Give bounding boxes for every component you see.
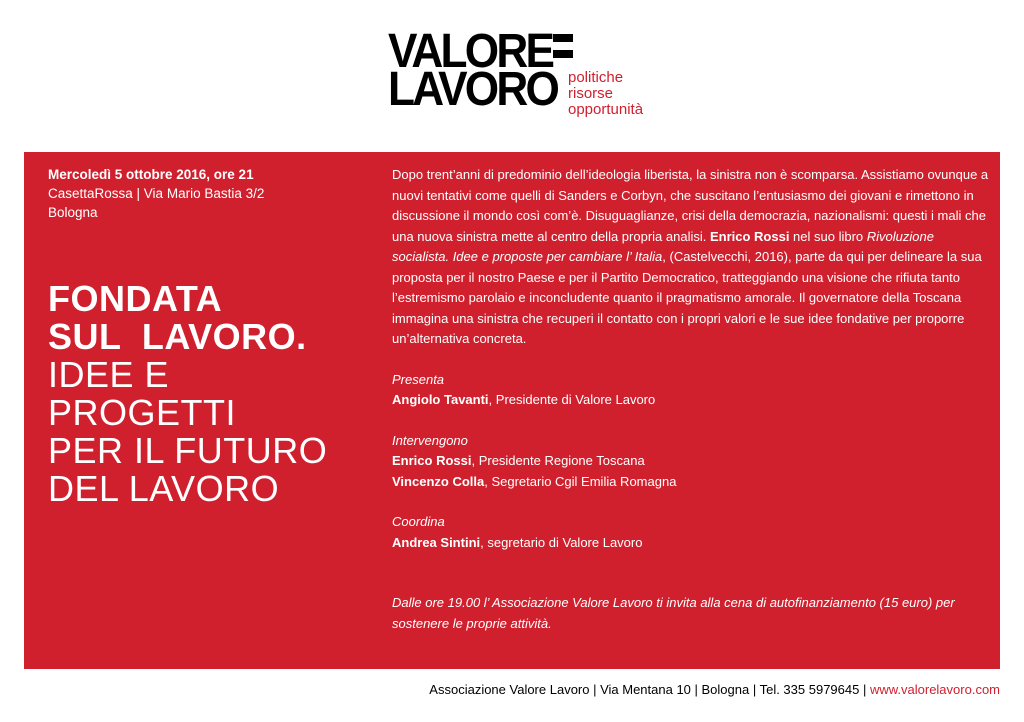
role-intervengono: Intervengono [392, 432, 468, 448]
intro-paragraph [392, 165, 992, 350]
tagline-politiche: politiche [568, 69, 624, 86]
person-speaker [392, 472, 992, 493]
headline-line: IDEE E [48, 354, 170, 395]
event-city: Bologna [48, 205, 98, 220]
logo-word-valore: VALORE [388, 25, 553, 78]
event-info [48, 165, 264, 222]
person-title: , Presidente Regione Toscana [471, 453, 645, 468]
intro-text: Dopo trent’anni di predominio dell’ideologia liberista, la sinistra non è scomparsa. Assistiamo ovunque a nuovi tentativi come quelli di Sanders e Corbyn, che suscitano l’entusiasmo dei giovani e rimettono in discussione il mondo così com’è. Disuguaglianze, crisi della democrazia, nazionalismi: questi i mali che una nuova sinistra mette al centro della propria analisi. [392, 167, 989, 244]
intro-text: , (Castelvecchi, 2016), parte da qui per delineare la sua proposta per il nostro Paese e per il Partito Democratico, tratteggiando una visione che rifiuta tanto l’estremismo parolaio e inconcludente quanto il pragmatismo amorale. Il governatore della Toscana immagina una sinistra che recuperi il contatto con i propri valori e le sue idee fondative per proporre un’alternativa concreta. [392, 249, 982, 346]
headline-line: DEL LAVORO [48, 468, 280, 509]
person-moderator [392, 533, 992, 554]
event-headline [48, 280, 378, 508]
headline-line: FONDATA [48, 278, 223, 319]
headline-line: SUL LAVORO. [48, 316, 307, 357]
headline-line: PER IL FUTURO [48, 430, 328, 471]
role-coordina: Coordina [392, 514, 445, 529]
intro-text: nel suo libro [789, 228, 867, 244]
person-name: Angiolo Tavanti [392, 392, 489, 407]
dinner-note: Dalle ore 19.00 l’ Associazione Valore Lavoro ti invita alla cena di autofinanziamento (15 euro) per sostenere le proprie attività. [392, 595, 955, 631]
event-panel [24, 152, 1000, 669]
person-title: , Presidente di Valore Lavoro [488, 392, 656, 407]
contact-footer [429, 682, 1000, 697]
event-date: Mercoledì 5 ottobre 2016, ore 21 [48, 167, 254, 182]
website-link[interactable]: www.valorelavoro.com [869, 682, 1000, 697]
person-speaker [392, 451, 992, 472]
event-venue: CasettaRossa | Via Mario Bastia 3/2 [48, 186, 265, 201]
logo-tagline [568, 70, 643, 118]
book-title: Rivoluzione socialista. Idee e proposte per cambiare l’ Italia [392, 228, 934, 264]
logo-equals-bar-bottom [553, 50, 573, 58]
role-presenta: Presenta [392, 371, 445, 387]
tagline-opportunita: opportunità [568, 101, 644, 118]
tagline-risorse: risorse [568, 85, 614, 102]
person-presenter [392, 390, 992, 411]
person-name: Andrea Sintini [392, 534, 481, 550]
person-title: , segretario di Valore Lavoro [480, 534, 643, 550]
contact-text: Associazione Valore Lavoro | Via Mentana 10 | Bologna | Tel. 335 5979645 | [429, 682, 870, 697]
event-description [392, 165, 992, 634]
person-name: Enrico Rossi [392, 453, 472, 468]
person-name: Vincenzo Colla [392, 473, 485, 489]
person-title: , Segretario Cgil Emilia Romagna [484, 473, 677, 489]
logo-word-lavoro: LAVORO [388, 63, 558, 116]
headline-line: PROGETTI [48, 392, 237, 433]
intro-author: Enrico Rossi [709, 228, 790, 244]
logo [388, 25, 688, 128]
logo-equals-bar-top [553, 34, 573, 42]
